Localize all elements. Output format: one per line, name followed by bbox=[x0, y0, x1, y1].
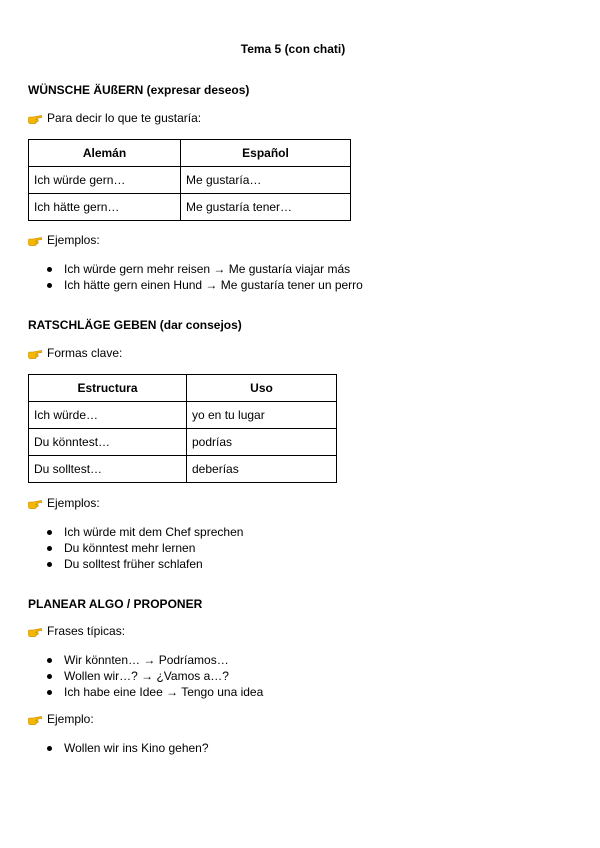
intro-note bbox=[28, 111, 201, 125]
examples-list bbox=[28, 524, 243, 572]
list-item: Wollen wir ins Kino gehen? bbox=[28, 740, 209, 756]
table-cell: yo en tu lugar bbox=[187, 402, 337, 429]
examples-note bbox=[28, 496, 100, 510]
table-header: Uso bbox=[187, 375, 337, 402]
table-header: Español bbox=[181, 140, 351, 167]
intro-note bbox=[28, 624, 125, 638]
list-item: Wollen wir…? → ¿Vamos a…? bbox=[28, 668, 263, 684]
examples-list bbox=[28, 261, 363, 293]
table-cell: Me gustaría tener… bbox=[181, 194, 351, 221]
intro-text: Frases típicas: bbox=[47, 624, 126, 638]
table-header: Alemán bbox=[29, 140, 181, 167]
pointing-hand-icon bbox=[28, 347, 42, 359]
examples-note bbox=[28, 233, 100, 247]
table-cell: Ich würde gern… bbox=[29, 167, 181, 194]
table-cell: Du solltest… bbox=[29, 456, 187, 483]
page-title: Tema 5 (con chati) bbox=[240, 42, 346, 56]
intro-note bbox=[28, 346, 122, 360]
pointing-hand-icon bbox=[28, 625, 42, 637]
section-heading-advice: RATSCHLÄGE GEBEN (dar consejos) bbox=[28, 318, 242, 332]
pointing-hand-icon bbox=[28, 234, 42, 246]
table-row bbox=[29, 429, 337, 456]
example-note bbox=[28, 712, 94, 726]
table-row bbox=[29, 167, 351, 194]
example-label: Ejemplo: bbox=[47, 712, 94, 726]
phrases-list bbox=[28, 652, 263, 700]
intro-text: Formas clave: bbox=[47, 346, 123, 360]
table-cell: Me gustaría… bbox=[181, 167, 351, 194]
section-heading-plans: PLANEAR ALGO / PROPONER bbox=[28, 597, 203, 611]
examples-label: Ejemplos: bbox=[47, 496, 100, 510]
pointing-hand-icon bbox=[28, 713, 42, 725]
pointing-hand-icon bbox=[28, 497, 42, 509]
list-item: Wir könnten… → Podríamos… bbox=[28, 652, 263, 668]
advice-table bbox=[28, 374, 337, 483]
wishes-table bbox=[28, 139, 351, 221]
pointing-hand-icon bbox=[28, 112, 42, 124]
list-item: Ich würde mit dem Chef sprechen bbox=[28, 524, 243, 540]
table-row bbox=[29, 456, 337, 483]
table-row bbox=[29, 402, 337, 429]
examples-label: Ejemplos: bbox=[47, 233, 100, 247]
section-heading-wishes: WÜNSCHE ÄUßERN (expresar deseos) bbox=[28, 83, 250, 97]
table-header: Estructura bbox=[29, 375, 187, 402]
table-cell: deberías bbox=[187, 456, 337, 483]
list-item: Du könntest mehr lernen bbox=[28, 540, 243, 556]
list-item: Du solltest früher schlafen bbox=[28, 556, 243, 572]
list-item: Ich würde gern mehr reisen → Me gustaría viajar más bbox=[28, 261, 363, 277]
table-header-row bbox=[29, 140, 351, 167]
list-item: Ich habe eine Idee → Tengo una idea bbox=[28, 684, 263, 700]
table-cell: Du könntest… bbox=[29, 429, 187, 456]
intro-text: Para decir lo que te gustaría: bbox=[47, 111, 202, 125]
list-item: Ich hätte gern einen Hund → Me gustaría tener un perro bbox=[28, 277, 363, 293]
example-list bbox=[28, 740, 209, 756]
table-header-row bbox=[29, 375, 337, 402]
table-cell: Ich hätte gern… bbox=[29, 194, 181, 221]
table-cell: Ich würde… bbox=[29, 402, 187, 429]
table-cell: podrías bbox=[187, 429, 337, 456]
table-row bbox=[29, 194, 351, 221]
